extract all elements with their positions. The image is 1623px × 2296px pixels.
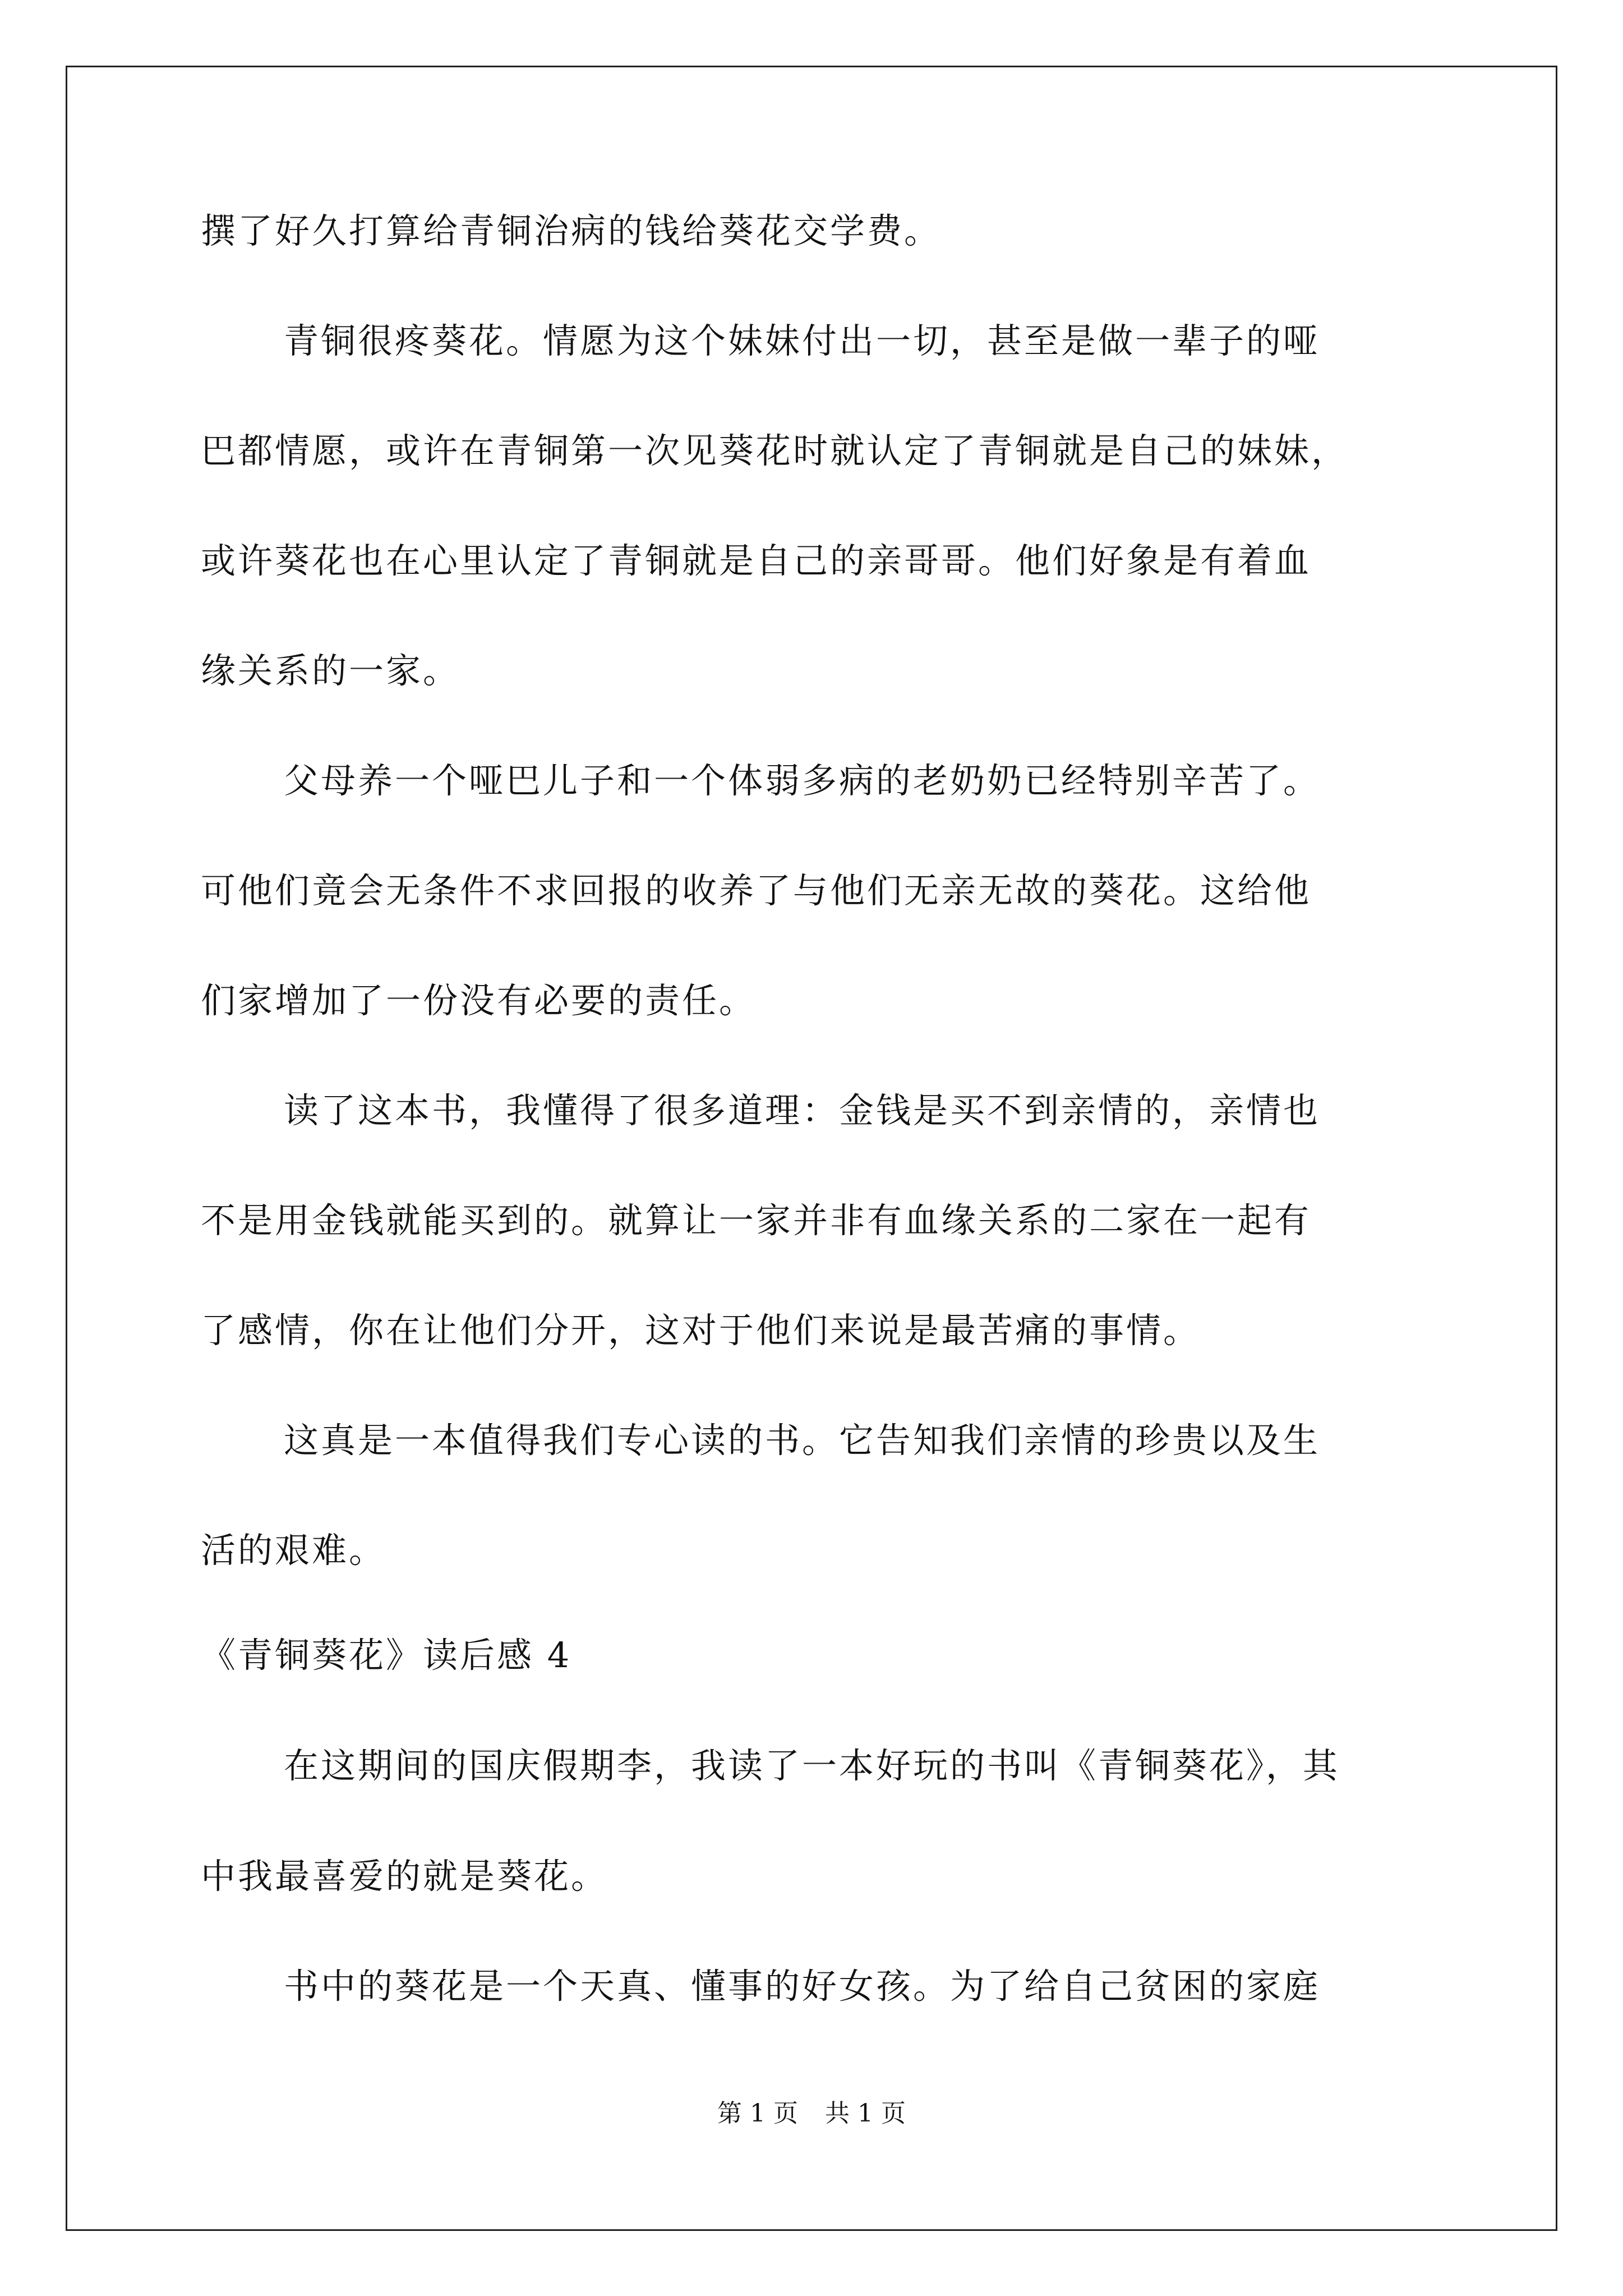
text-line-8: 们家增加了一份没有必要的责任。 [201, 980, 757, 1021]
text-line-5: 缘关系的一家。 [201, 650, 460, 691]
text-line-7: 可他们竟会无条件不求回报的收养了与他们无亲无故的葵花。这给他 [201, 870, 1312, 911]
text-line-12: 这真是一本值得我们专心读的书。它告知我们亲情的珍贵以及生 [284, 1420, 1321, 1461]
text-line-15: 在这期间的国庆假期李，我读了一本好玩的书叫《青铜葵花》，其 [284, 1745, 1340, 1786]
text-line-9: 读了这本书，我懂得了很多道理：金钱是买不到亲情的，亲情也 [284, 1090, 1321, 1131]
section-heading: 《青铜葵花》读后感 4 [201, 1635, 572, 1676]
text-line-11: 了感情，你在让他们分开，这对于他们来说是最苦痛的事情。 [201, 1310, 1201, 1351]
text-line-16: 中我最喜爱的就是葵花。 [201, 1856, 608, 1897]
text-line-3: 巴都情愿，或许在青铜第一次见葵花时就认定了青铜就是自己的妹妹， [201, 430, 1349, 471]
text-line-4: 或许葵花也在心里认定了青铜就是自己的亲哥哥。他们好象是有着血 [201, 540, 1312, 581]
text-line-13: 活的艰难。 [201, 1530, 386, 1571]
text-line-17: 书中的葵花是一个天真、懂事的好女孩。为了给自己贫困的家庭 [284, 1966, 1321, 2007]
page-footer [0, 2097, 1623, 2131]
page-total: 共 1 页 [825, 2099, 906, 2128]
text-line-1: 撰了好久打算给青铜治病的钱给葵花交学费。 [201, 210, 942, 251]
text-line-10: 不是用金钱就能买到的。就算让一家并非有血缘关系的二家在一起有 [201, 1200, 1312, 1241]
page-border [66, 66, 1557, 2231]
text-line-6: 父母养一个哑巴儿子和一个体弱多病的老奶奶已经特别辛苦了。 [284, 760, 1321, 801]
text-line-2: 青铜很疼葵花。情愿为这个妹妹付出一切，甚至是做一辈子的哑 [284, 320, 1321, 361]
page-number: 第 1 页 [717, 2099, 798, 2128]
